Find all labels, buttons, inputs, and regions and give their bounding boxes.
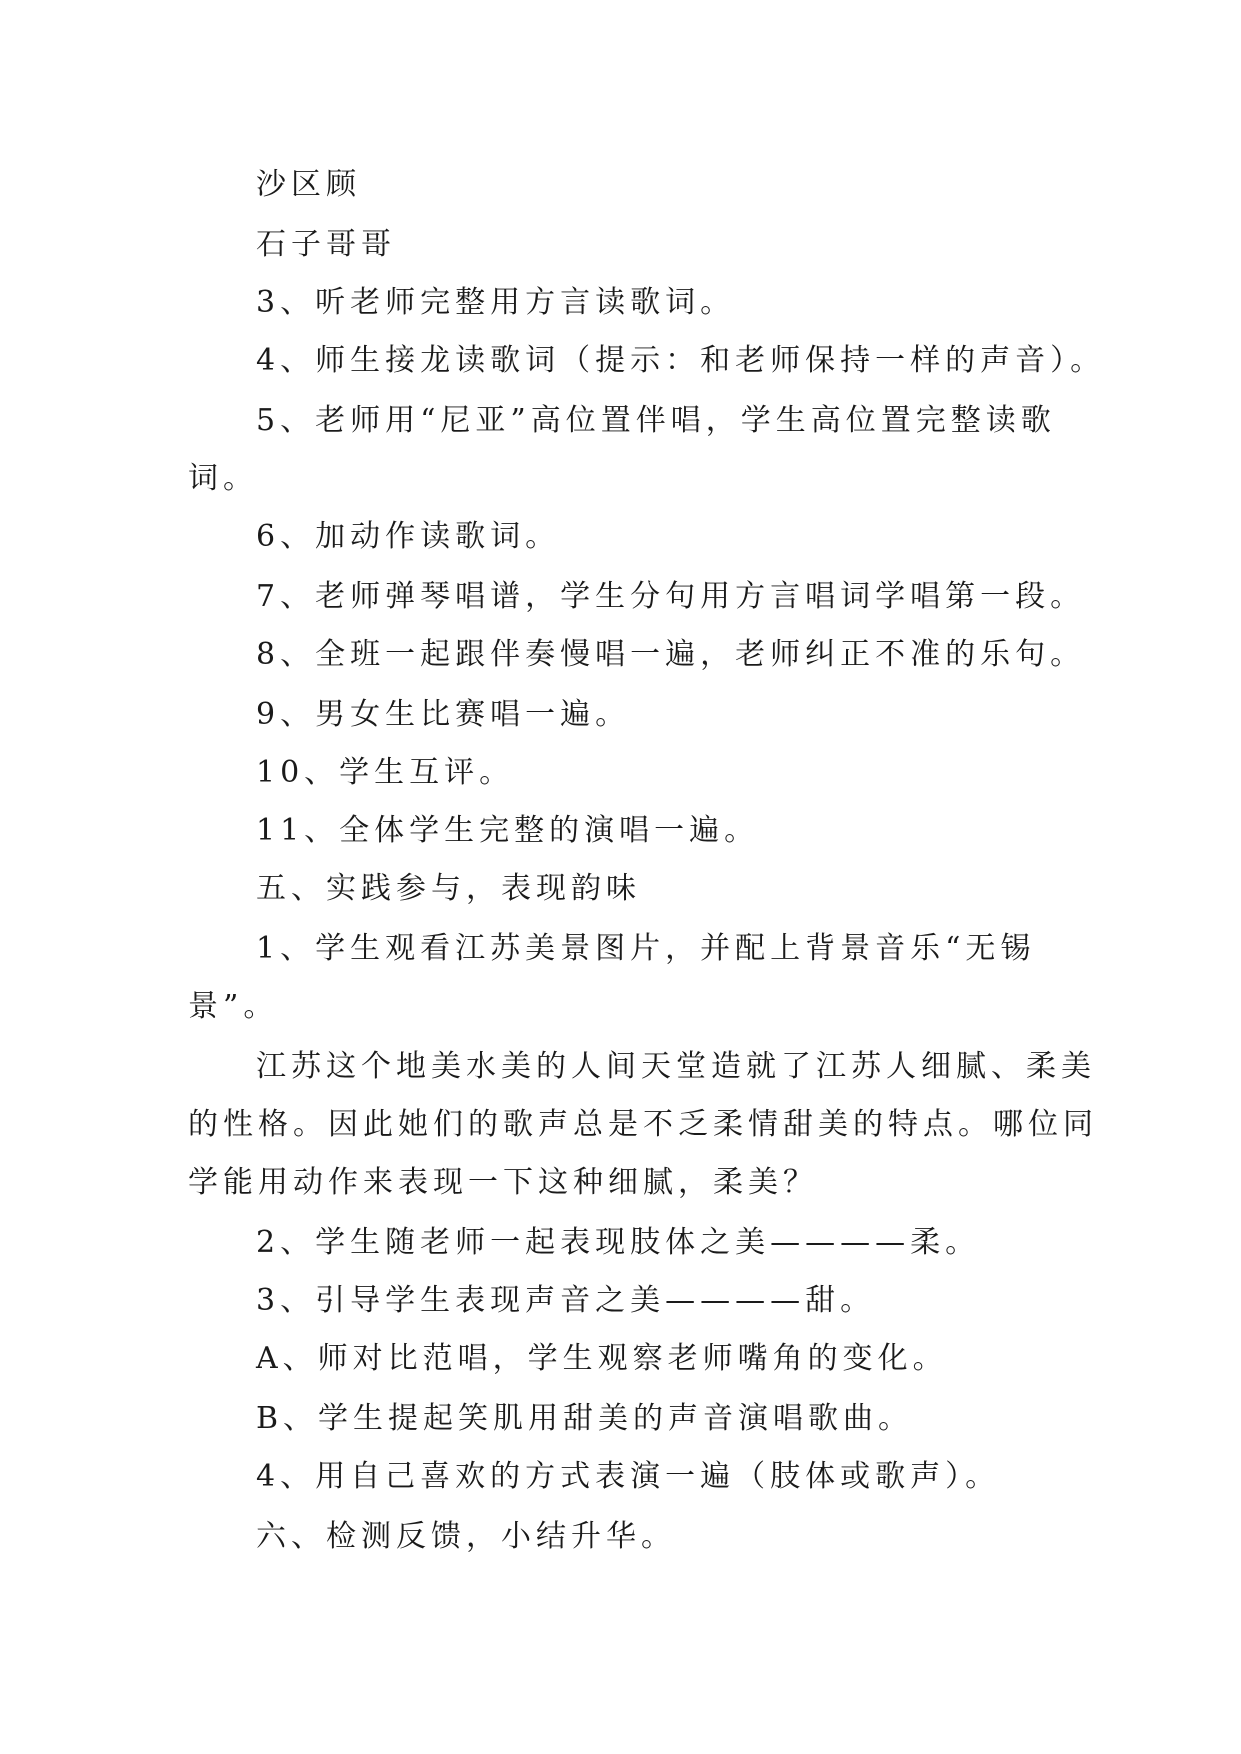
section-heading: 五、实践参与，表现韵味 [256, 871, 641, 906]
text-line: 7、老师弹琴唱谱，学生分句用方言唱词学唱第一段。 [256, 579, 1086, 614]
text-line: 6、加动作读歌词。 [256, 519, 561, 554]
text-line: 词。 [188, 461, 258, 496]
text-line: 1、学生观看江苏美景图片，并配上背景音乐“无锡 [256, 931, 1036, 966]
text-line: 5、老师用“尼亚”高位置伴唱，学生高位置完整读歌 [256, 403, 1056, 438]
text-line: 3、引导学生表现声音之美————甜。 [256, 1283, 876, 1318]
text-line: 2、学生随老师一起表现肢体之美————柔。 [256, 1225, 981, 1260]
text-line: 石子哥哥 [256, 227, 396, 262]
text-line: 8、全班一起跟伴奏慢唱一遍，老师纠正不准的乐句。 [256, 637, 1086, 672]
text-line: 4、师生接龙读歌词（提示：和老师保持一样的声音）。 [256, 343, 1106, 378]
text-line: 学能用动作来表现一下这种细腻，柔美？ [188, 1165, 818, 1200]
text-line: 景”。 [188, 989, 279, 1024]
text-line: A、师对比范唱，学生观察老师嘴角的变化。 [256, 1341, 948, 1376]
text-line: 11、全体学生完整的演唱一遍。 [256, 813, 760, 848]
section-heading: 六、检测反馈，小结升华。 [256, 1519, 676, 1554]
text-line: 江苏这个地美水美的人间天堂造就了江苏人细腻、柔美 [256, 1049, 1096, 1084]
text-line: 10、学生互评。 [256, 755, 515, 790]
text-line: B、学生提起笑肌用甜美的声音演唱歌曲。 [256, 1401, 914, 1436]
text-line: 3、听老师完整用方言读歌词。 [256, 285, 736, 320]
text-line: 4、用自己喜欢的方式表演一遍（肢体或歌声）。 [256, 1459, 1001, 1494]
text-line: 9、男女生比赛唱一遍。 [256, 697, 631, 732]
text-line: 沙区顾 [256, 167, 361, 202]
text-line: 的性格。因此她们的歌声总是不乏柔情甜美的特点。哪位同 [188, 1107, 1098, 1142]
